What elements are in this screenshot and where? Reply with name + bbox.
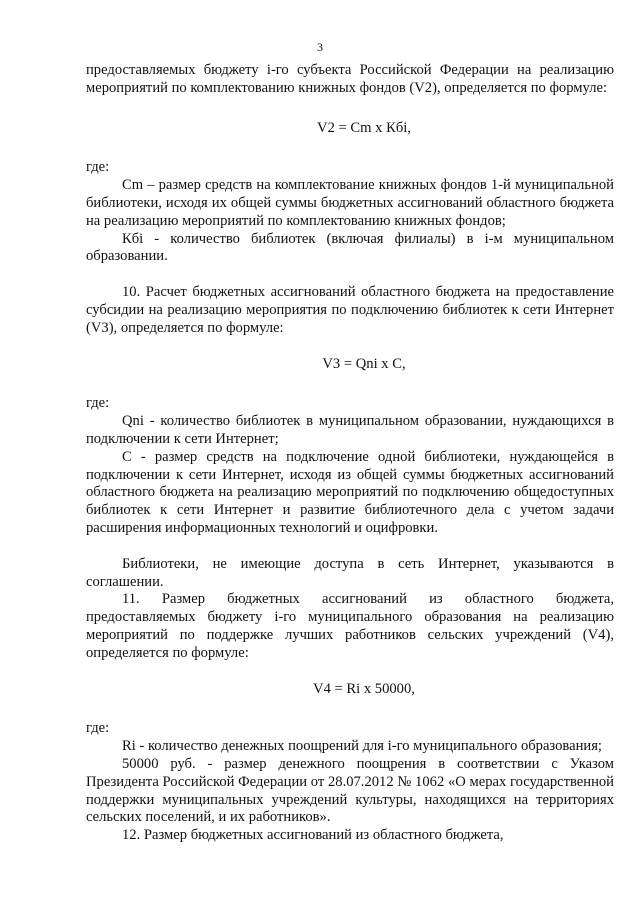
definition-50000: 50000 руб. - размер денежного поощрения в соответствии с Указом Президента Российской Федерации от 28.07.2012 № 1062 «О мерах государственной поддержки муниципальных учреждений культуры, находящихся на территориях сельских поселений, и их работников». [86,755,614,826]
definition-cm: Cm – размер средств на комплектование книжных фондов 1-й муниципальной библиотеки, исходя их общей суммы бюджетных ассигнований областного бюджета на реализацию мероприятий по комплектованию книжных фондов; [86,177,614,229]
spacer [86,338,614,356]
spacer [86,98,614,120]
paragraph-12: 12. Размер бюджетных ассигнований из областного бюджета, [122,827,504,844]
definition-qni: Qni - количество библиотек в муниципальном образовании, нуждающихся в подключении к сети Интернет; [86,413,614,447]
where-label: где: [86,720,110,737]
paragraph-intro: предоставляемых бюджету i-го субъекта Российской Федерации на реализацию мероприятий по комплектованию книжных фондов (V2), определяется по формуле: [86,62,614,96]
spacer [86,538,614,556]
document-body [86,62,614,845]
spacer [86,698,614,720]
formula-v2: V2 = Cm x Кбi, [317,119,411,136]
page-number: 3 [317,40,323,54]
definition-kbi: Кбi - количество библиотек (включая филиалы) в i-м муниципальном образовании. [86,230,614,265]
spacer [86,373,614,395]
definition-ri: Ri - количество денежных поощрений для i-го муниципального образования; [122,738,602,755]
spacer [86,663,614,681]
paragraph-10: 10. Расчет бюджетных ассигнований областного бюджета на предоставление субсидии на реализацию мероприятия по подключению библиотек к сети Интернет (V3), определяется по формуле: [86,284,614,336]
formula-v4: V4 = Ri x 50000, [313,680,415,697]
paragraph-libraries: Библиотеки, не имеющие доступа в сеть Интернет, указываются в соглашении. [86,555,614,590]
formula-v3: V3 = Qni x C, [322,355,406,372]
where-label: где: [86,159,110,176]
definition-c: С - размер средств на подключение одной библиотеки, нуждающейся в подключении к сети Интернет, исходя из общей суммы бюджетных ассигнований областного бюджета на реализацию мероприятий по подключению общедоступных библиотек к сети Интернет и развитие библиотечного дела с учетом задачи расширения информационных технологий и оцифровки. [86,448,614,536]
spacer [86,266,614,284]
paragraph-11: 11. Размер бюджетных ассигнований из областного бюджета, предоставляемых бюджету i-го муниципального образования на реализацию мероприятий по поддержке лучших работников сельских учреждений (V4), определяется по формуле: [86,591,614,661]
spacer [86,137,614,159]
where-label: где: [86,395,110,412]
